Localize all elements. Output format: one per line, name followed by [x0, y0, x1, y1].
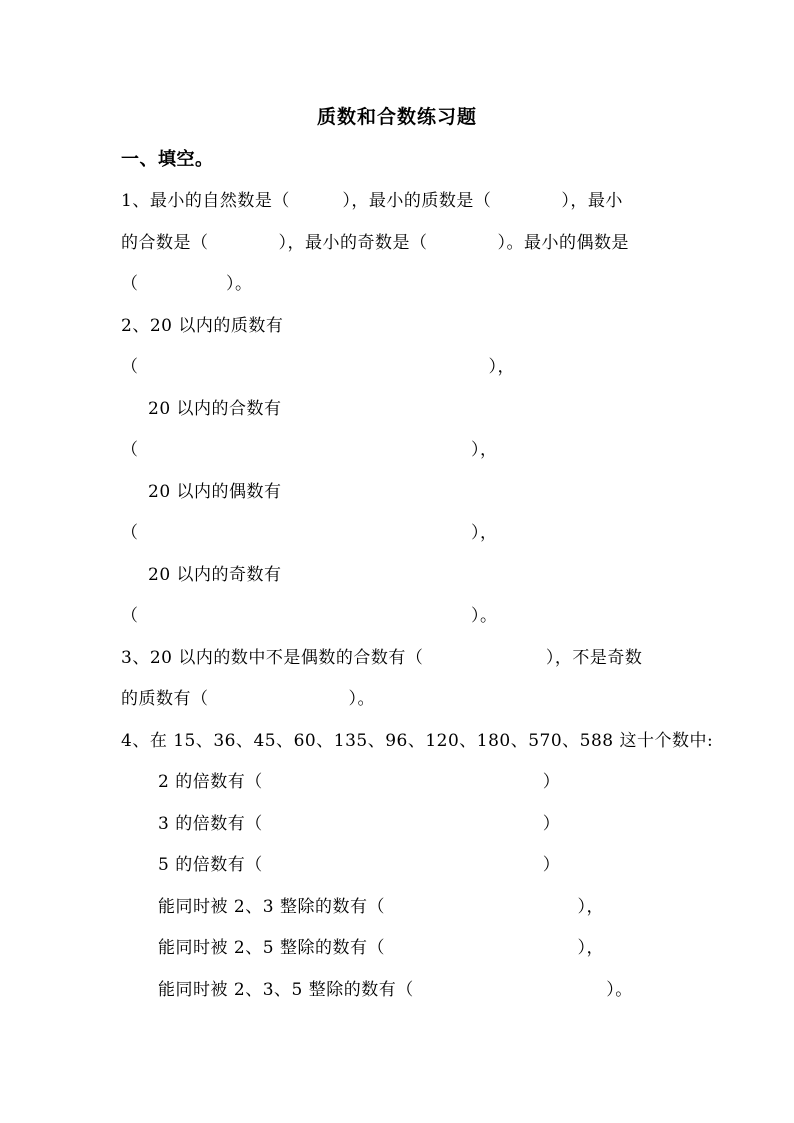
question-2-sub-odds: 20 以内的奇数有 [148, 565, 282, 585]
question-4-multiples-of-2: 2 的倍数有（ ） [158, 772, 561, 792]
question-2-blank-evens: （ ）， [121, 523, 498, 543]
section-heading-fill-blanks: 一、填空。 [121, 149, 214, 170]
question-2-sub-composites: 20 以内的合数有 [148, 399, 282, 419]
question-2-blank-odds: （ ）。 [121, 606, 498, 626]
question-2-blank-composites: （ ）， [121, 440, 498, 460]
page-title: 质数和合数练习题 [316, 106, 477, 128]
question-4-multiples-of-5: 5 的倍数有（ ） [158, 855, 561, 875]
question-2-blank-primes: （ ）， [121, 357, 515, 377]
question-1-line-3: （ ）。 [121, 274, 253, 294]
question-4-divisible-by-2-and-3: 能同时被 2、3 整除的数有（ ）， [158, 897, 604, 917]
question-1-line-1: 1、最小的自然数是（ ），最小的质数是（ ），最小 [121, 191, 623, 211]
question-1-line-2: 的合数是（ ），最小的奇数是（ ）。最小的偶数是 [121, 233, 629, 253]
question-4-multiples-of-3: 3 的倍数有（ ） [158, 814, 561, 834]
question-2-sub-evens: 20 以内的偶数有 [148, 482, 282, 502]
question-4-heading: 4、在 15、36、45、60、135、96、120、180、570、588 这十个数中: [121, 731, 714, 751]
question-3-line-1: 3、20 以内的数中不是偶数的合数有（ ），不是奇数 [121, 648, 643, 668]
question-3-line-2: 的质数有（ ）。 [121, 689, 375, 709]
question-4-divisible-by-2-and-5: 能同时被 2、5 整除的数有（ ）， [158, 938, 604, 958]
question-4-divisible-by-2-3-5: 能同时被 2、3、5 整除的数有（ ）。 [158, 980, 633, 1000]
question-2-heading: 2、20 以内的质数有 [121, 316, 284, 336]
